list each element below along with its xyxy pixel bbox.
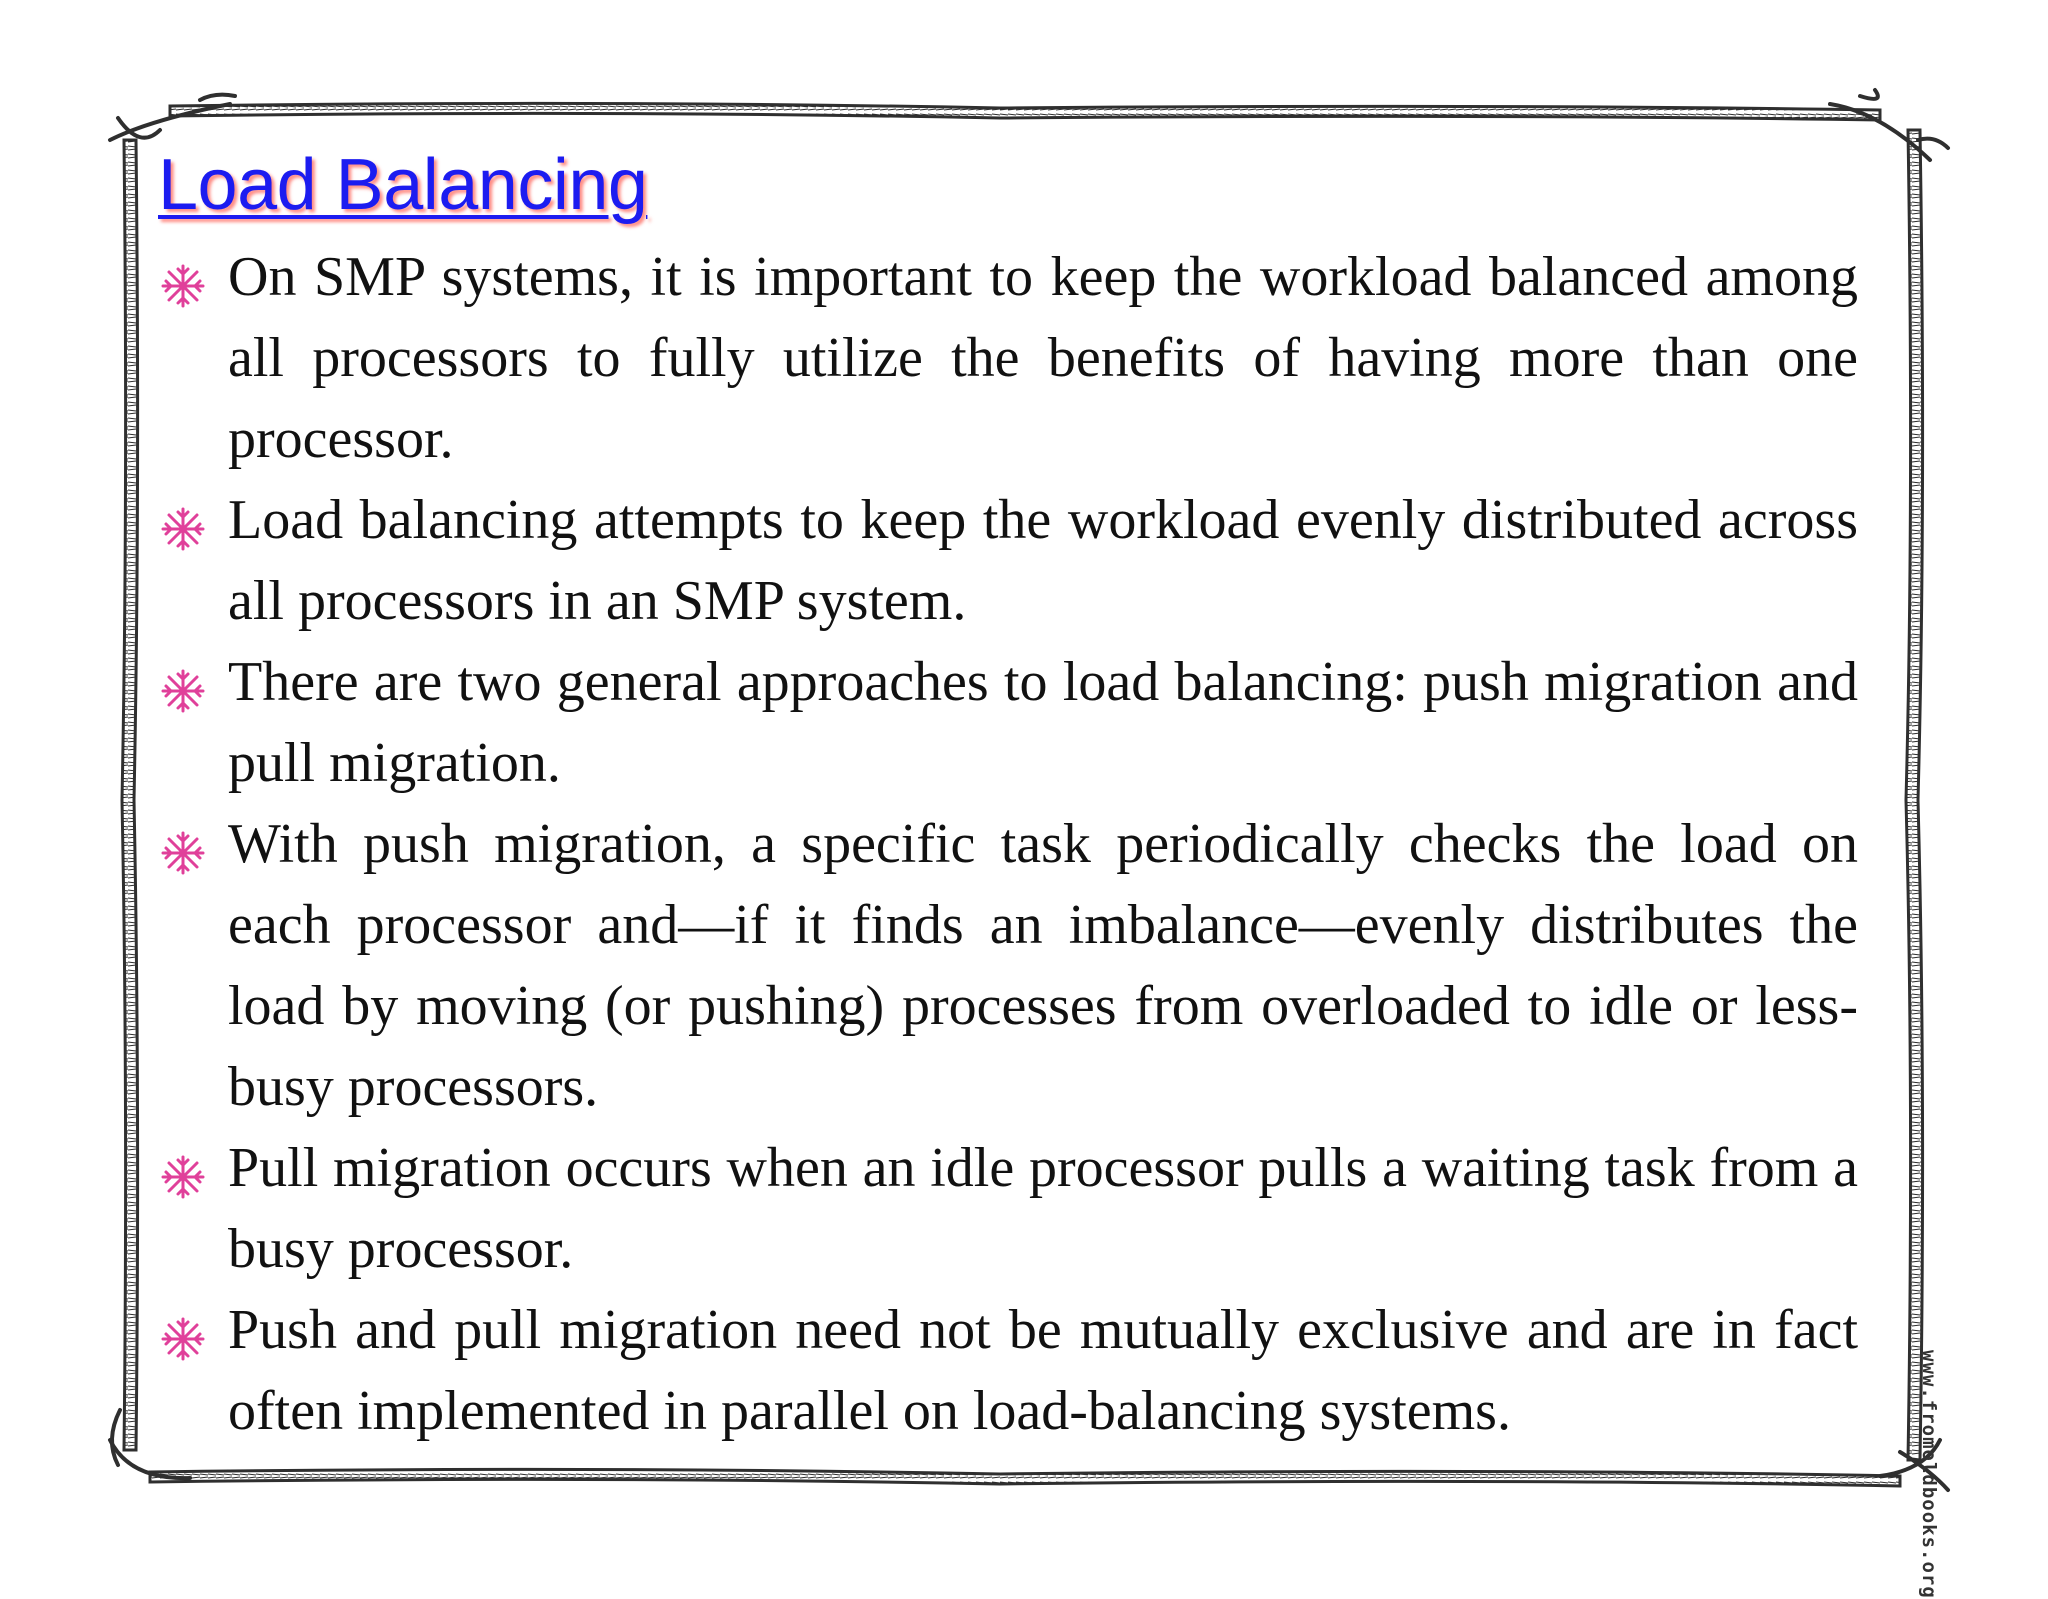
bullet-text: Pull migration occurs when an idle processor pulls a waiting task from a busy processor. (228, 1137, 1858, 1280)
list-item (158, 1128, 1858, 1290)
list-item (158, 642, 1858, 804)
pink-snowflake-icon (158, 1314, 208, 1364)
bullet-list (158, 237, 1858, 1452)
pink-snowflake-icon (158, 1152, 208, 1202)
watermark-text: www.fromoldbooks.org (1918, 1350, 1940, 1599)
list-item (158, 804, 1858, 1128)
pink-snowflake-icon (158, 504, 208, 554)
bullet-text: There are two general approaches to load balancing: push migration and pull migration. (228, 651, 1858, 794)
bullet-text: Load balancing attempts to keep the workload evenly distributed across all processors in an SMP system. (228, 489, 1858, 632)
bullet-text: With push migration, a specific task periodically checks the load on each processor and—if it finds an imbalance—evenly distributes the load by moving (or pushing) processes from overloaded to idle or less-busy processors. (228, 813, 1858, 1118)
bullet-text: Push and pull migration need not be mutually exclusive and are in fact often implemented in parallel on load-balancing systems. (228, 1299, 1858, 1442)
slide-title: Load Balancing (158, 145, 648, 225)
list-item (158, 480, 1858, 642)
list-item (158, 237, 1858, 480)
pink-snowflake-icon (158, 261, 208, 311)
pink-snowflake-icon (158, 666, 208, 716)
bullet-text: On SMP systems, it is important to keep the workload balanced among all processors to fully utilize the benefits of having more than one processor. (228, 246, 1858, 470)
pink-snowflake-icon (158, 828, 208, 878)
list-item (158, 1290, 1858, 1452)
